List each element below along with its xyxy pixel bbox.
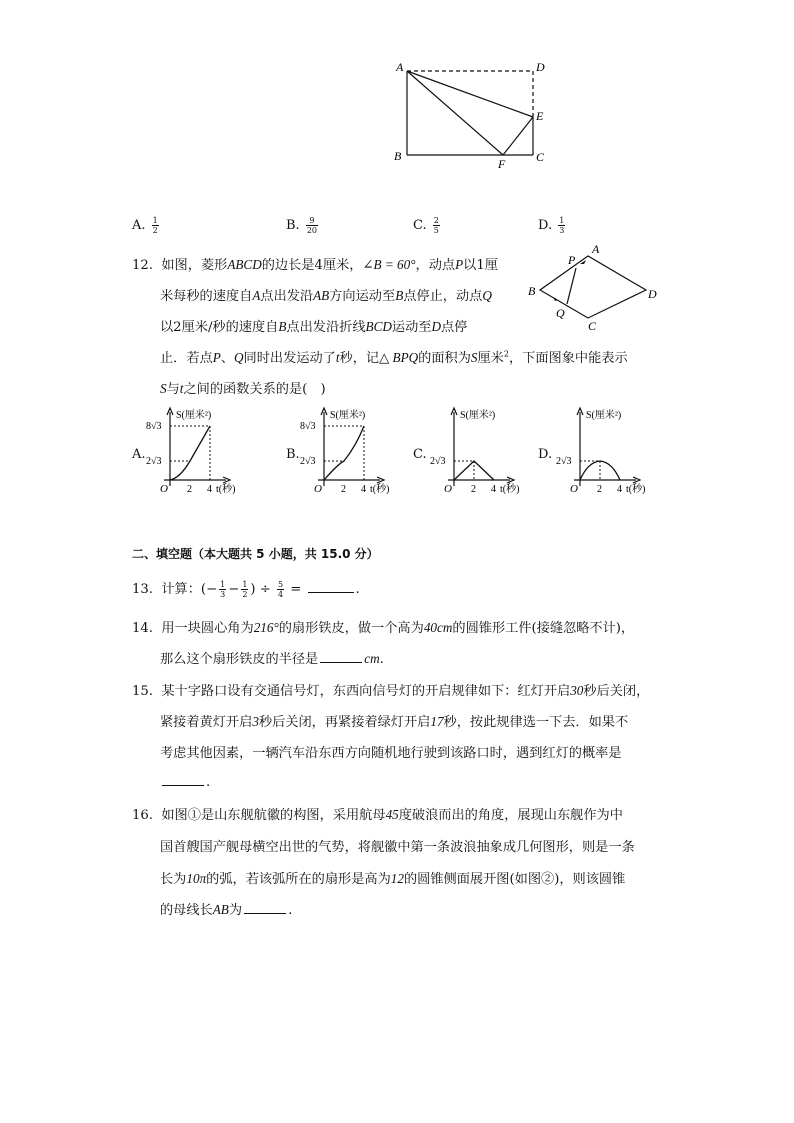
curve <box>170 426 210 480</box>
section-title: 二、填空题（本大题共 5 小题，共 15.0 分） <box>132 547 379 561</box>
q12-graph-a[interactable] <box>146 406 256 498</box>
q11-figure <box>390 58 560 173</box>
q12-option-a-label[interactable]: A. <box>132 447 146 462</box>
svg-text:2√3: 2√3 <box>300 456 316 467</box>
q11-option-c[interactable]: C. $\frac{2}{5}$ <box>413 216 439 235</box>
q12-option-b-label[interactable]: B. <box>286 447 300 462</box>
label-c: C <box>588 319 597 333</box>
q12-line-5: S与t之间的函数关系的是( ) <box>160 381 326 397</box>
fraction: $\frac{9}{20}$ <box>306 216 318 235</box>
q12-graph-c[interactable] <box>430 406 540 498</box>
q12-line-2: 米每秒的速度自A点出发沿AB方向运动至B点停止，动点Q <box>160 288 492 304</box>
segment-pq <box>567 268 576 304</box>
svg-text:2√3: 2√3 <box>146 456 162 467</box>
label-f: F <box>498 157 506 171</box>
label-c: C <box>536 150 545 164</box>
svg-text:2: 2 <box>471 484 476 495</box>
segment-ae <box>407 71 533 117</box>
q16-line-4: 的母线长AB为 . <box>160 902 293 918</box>
fraction: $\frac{1}{3}$ <box>559 216 565 235</box>
svg-text:8√3: 8√3 <box>146 421 162 432</box>
svg-text:t(秒): t(秒) <box>500 484 520 495</box>
q12-line-1: 12. 如图，菱形ABCD的边长是4厘米，∠B = 60°，动点P以1厘 <box>132 257 498 273</box>
label-q: Q <box>556 306 565 320</box>
answer-blank[interactable] <box>320 650 362 663</box>
svg-text:S(厘米²): S(厘米²) <box>330 410 366 421</box>
svg-text:O: O <box>160 483 168 495</box>
svg-text:t(秒): t(秒) <box>370 484 390 495</box>
svg-text:S(厘米²): S(厘米²) <box>176 410 212 421</box>
label-d: D <box>536 60 545 74</box>
label-d: D <box>648 287 657 301</box>
q12-graph-d[interactable] <box>556 406 666 498</box>
q14-line-2: 那么这个扇形铁皮的半径是 cm. <box>160 651 384 667</box>
q12-rhombus-figure <box>520 242 670 334</box>
svg-text:2√3: 2√3 <box>556 456 572 467</box>
fraction: $\frac{1}{2}$ <box>152 216 158 235</box>
q16-line-1: 16. 如图①是山东舰航徽的构图，采用航母45度破浪而出的角度，展现山东舰作为中 <box>132 807 623 823</box>
svg-text:2: 2 <box>341 484 346 495</box>
svg-text:S(厘米²): S(厘米²) <box>586 410 622 421</box>
answer-blank[interactable] <box>244 901 286 914</box>
svg-text:4: 4 <box>491 484 496 495</box>
q15-line-1: 15. 某十字路口设有交通信号灯，东西向信号灯的开启规律如下：红灯开启30秒后关闭， <box>132 683 650 699</box>
q16-line-2: 国首艘国产舰母横空出世的气势，将舰徽中第一条波浪抽象成几何图形，则是一条 <box>160 840 635 855</box>
segment-fe <box>503 117 533 155</box>
svg-text:2: 2 <box>187 484 192 495</box>
q12-line-4: 止．若点P、Q同时出发运动了t秒，记△ BPQ的面积为S厘米$^2$，下面图象中能表示 <box>160 349 628 366</box>
label-a: A <box>396 60 404 74</box>
answer-blank[interactable] <box>162 773 204 786</box>
svg-text:t(秒): t(秒) <box>216 484 236 495</box>
q15-line-4: . <box>160 773 210 790</box>
q13-line: 13. 计算：(− $\frac{1}{3}$ − $\frac{1}{2}$ ) ÷ $\frac{5}{4}$ = . <box>132 580 360 599</box>
svg-text:t(秒): t(秒) <box>626 484 646 495</box>
svg-text:8√3: 8√3 <box>300 421 316 432</box>
svg-text:O: O <box>570 483 578 495</box>
q12-line-3: 以2厘米/秒的速度自B点出发沿折线BCD运动至D点停 <box>160 319 468 335</box>
q14-line-1: 14. 用一块圆心角为216°的扇形铁皮，做一个高为40cm的圆锥形工件(接缝忽略不计)， <box>132 620 635 636</box>
answer-blank[interactable] <box>308 580 354 593</box>
curve <box>324 426 364 480</box>
label-p: P <box>568 253 576 267</box>
q16-line-3: 长为10π的弧，若该弧所在的扇形是高为12的圆锥侧面展开图(如图②)，则该圆锥 <box>160 871 626 887</box>
label-b: B <box>394 149 402 163</box>
svg-text:2√3: 2√3 <box>430 456 446 467</box>
q12-option-d-label[interactable]: D. <box>538 447 553 462</box>
svg-text:O: O <box>444 483 452 495</box>
label-e: E <box>536 109 544 123</box>
svg-text:O: O <box>314 483 322 495</box>
segment-af <box>407 71 503 155</box>
svg-text:4: 4 <box>207 484 212 495</box>
svg-text:4: 4 <box>617 484 622 495</box>
q15-line-3: 考虑其他因素，一辆汽车沿东西方向随机地行驶到该路口时，遇到红灯的概率是 <box>160 746 622 761</box>
q12-option-c-label[interactable]: C. <box>413 447 427 462</box>
svg-text:4: 4 <box>361 484 366 495</box>
q11-option-d[interactable]: D. $\frac{1}{3}$ <box>538 216 565 235</box>
label-b: B <box>528 284 536 298</box>
label-a: A <box>592 242 600 256</box>
q11-option-a[interactable]: A. $\frac{1}{2}$ <box>132 216 158 235</box>
q12-graph-b[interactable] <box>300 406 410 498</box>
q15-line-2: 紧接着黄灯开启3秒后关闭，再紧接着绿灯开启17秒，按此规律选一下去．如果不 <box>160 714 629 730</box>
svg-text:2: 2 <box>597 484 602 495</box>
q11-option-b[interactable]: B. $\frac{9}{20}$ <box>286 216 318 235</box>
fraction: $\frac{2}{5}$ <box>433 216 439 235</box>
svg-text:S(厘米²): S(厘米²) <box>460 410 496 421</box>
